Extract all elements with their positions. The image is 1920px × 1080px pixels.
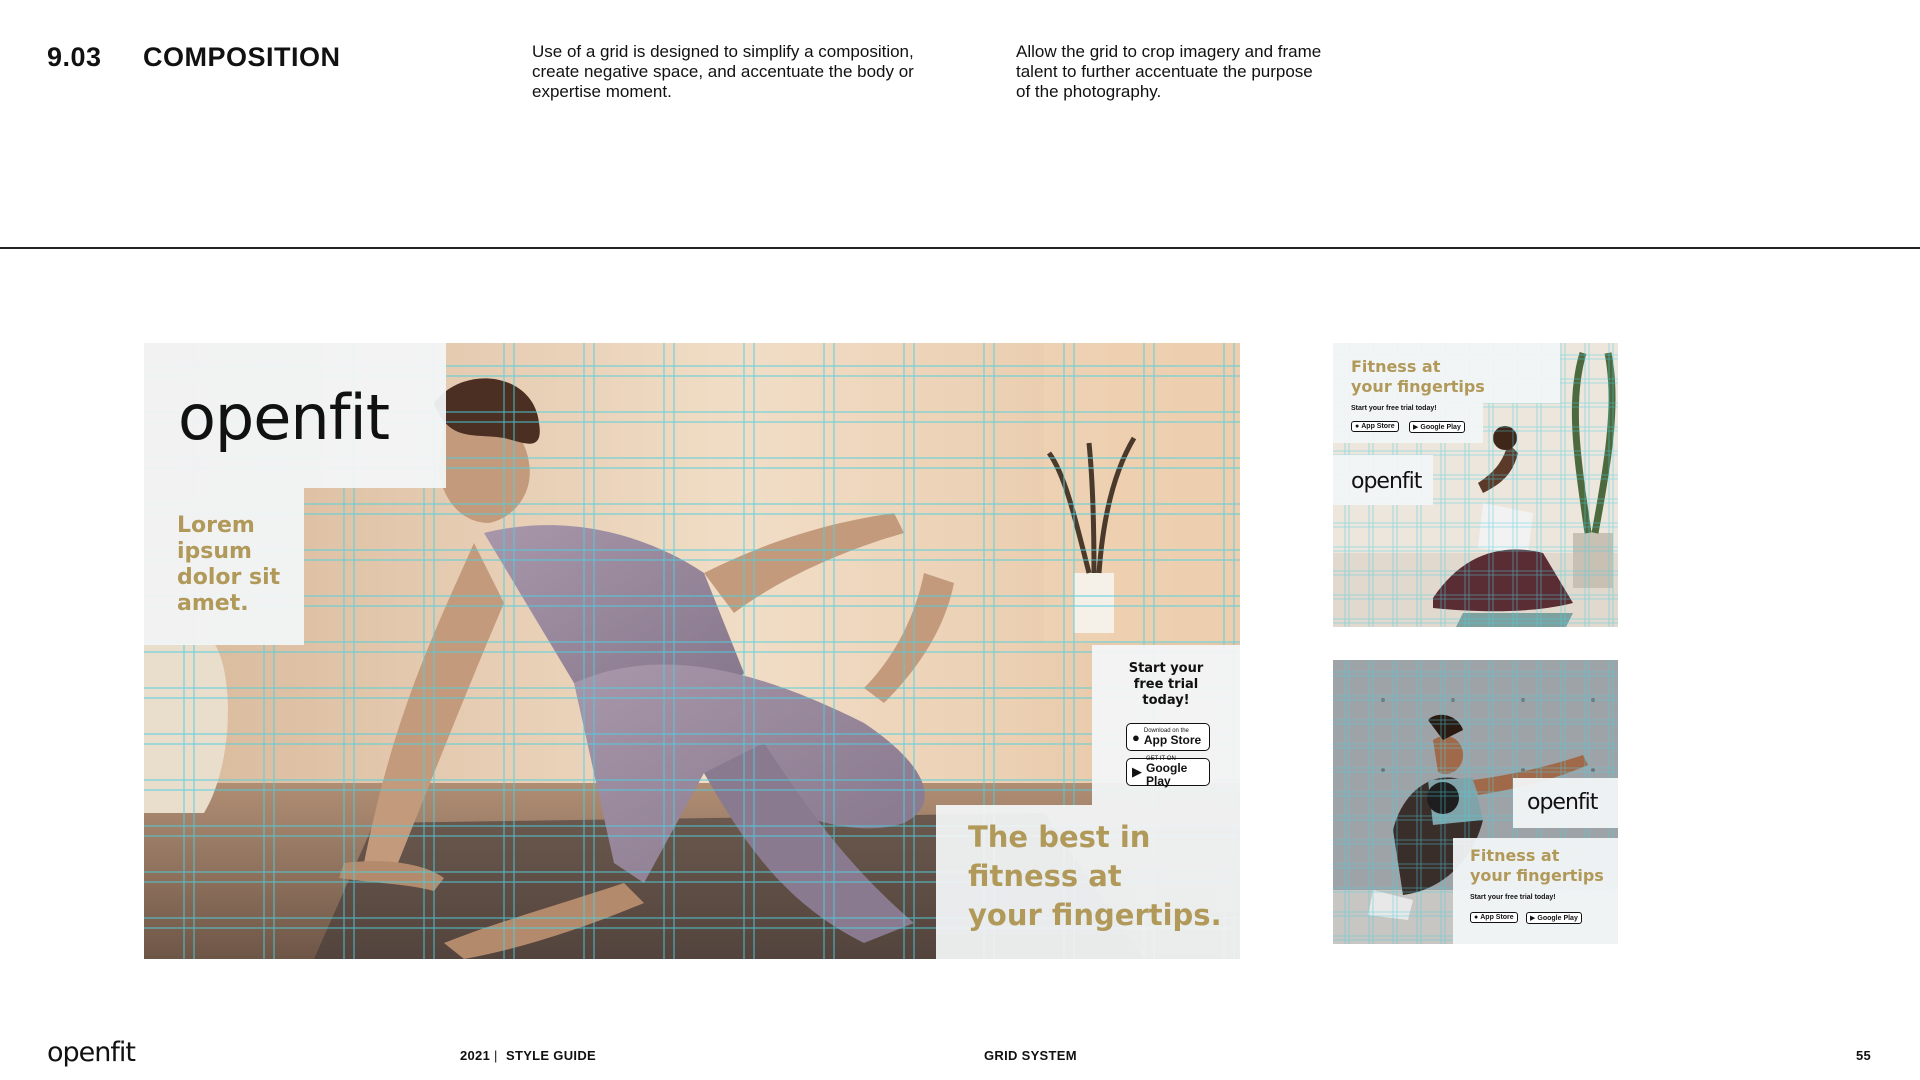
section-title: COMPOSITION (143, 42, 341, 72)
side-ad-yoga (1333, 343, 1618, 627)
side1-google-play-badge[interactable]: ▶ Google Play (1409, 421, 1465, 433)
divider-rule (0, 247, 1920, 249)
crop-paragraph: Allow the grid to crop imagery and frame talent to further accentuate the purpose of the photography. (1016, 42, 1322, 101)
app-store-badge[interactable] (1126, 723, 1210, 751)
page-number: 55 (1856, 1048, 1872, 1063)
side2-headline: Fitness at your fingertips (1470, 846, 1604, 885)
play-icon: ▶ (1530, 915, 1536, 922)
cta-text: Start your free trial today! (1128, 661, 1204, 708)
apple-icon: ● (1474, 914, 1479, 921)
app-store-label: App Store (1143, 732, 1202, 747)
side1-headline: Fitness at your fingertips (1351, 357, 1485, 396)
main-ad-example (144, 343, 1240, 959)
side-ad-kettlebell (1333, 660, 1618, 944)
side1-subline: Start your free trial today! (1351, 405, 1437, 412)
side1-openfit-logo: openfit (1351, 469, 1422, 494)
play-icon: ▶ (1413, 424, 1419, 431)
footer-section-name: GRID SYSTEM (984, 1048, 1077, 1063)
google-play-small: GET IT ON (1146, 756, 1176, 762)
app-store-small: Download on the (1143, 727, 1189, 734)
apple-icon: ● (1132, 729, 1140, 745)
headline-text: The best in fitness at your fingertips. (968, 820, 1222, 932)
footer-openfit-logo: openfit (47, 1037, 135, 1068)
openfit-logo: openfit (178, 381, 390, 454)
google-play-label: Google Play (1146, 761, 1188, 788)
section-number: 9.03 (47, 42, 102, 72)
side1-app-store-badge[interactable]: ● App Store (1351, 421, 1399, 432)
intro-paragraph: Use of a grid is designed to simplify a composition, create negative space, and accentuate the body or expertise moment. (532, 42, 914, 101)
side2-app-store-badge[interactable]: ● App Store (1470, 912, 1518, 923)
footer-separator: | (494, 1048, 498, 1063)
play-icon: ▶ (1132, 764, 1142, 779)
footer-style-guide: STYLE GUIDE (506, 1048, 596, 1063)
google-play-badge[interactable] (1126, 758, 1210, 786)
side2-subline: Start your free trial today! (1470, 894, 1556, 901)
lorem-text: Lorem ipsum dolor sit amet. (177, 513, 281, 616)
apple-icon: ● (1355, 423, 1360, 430)
footer-year: 2021 (460, 1048, 491, 1063)
side2-google-play-badge[interactable]: ▶ Google Play (1526, 912, 1582, 924)
side2-openfit-logo: openfit (1527, 790, 1598, 815)
